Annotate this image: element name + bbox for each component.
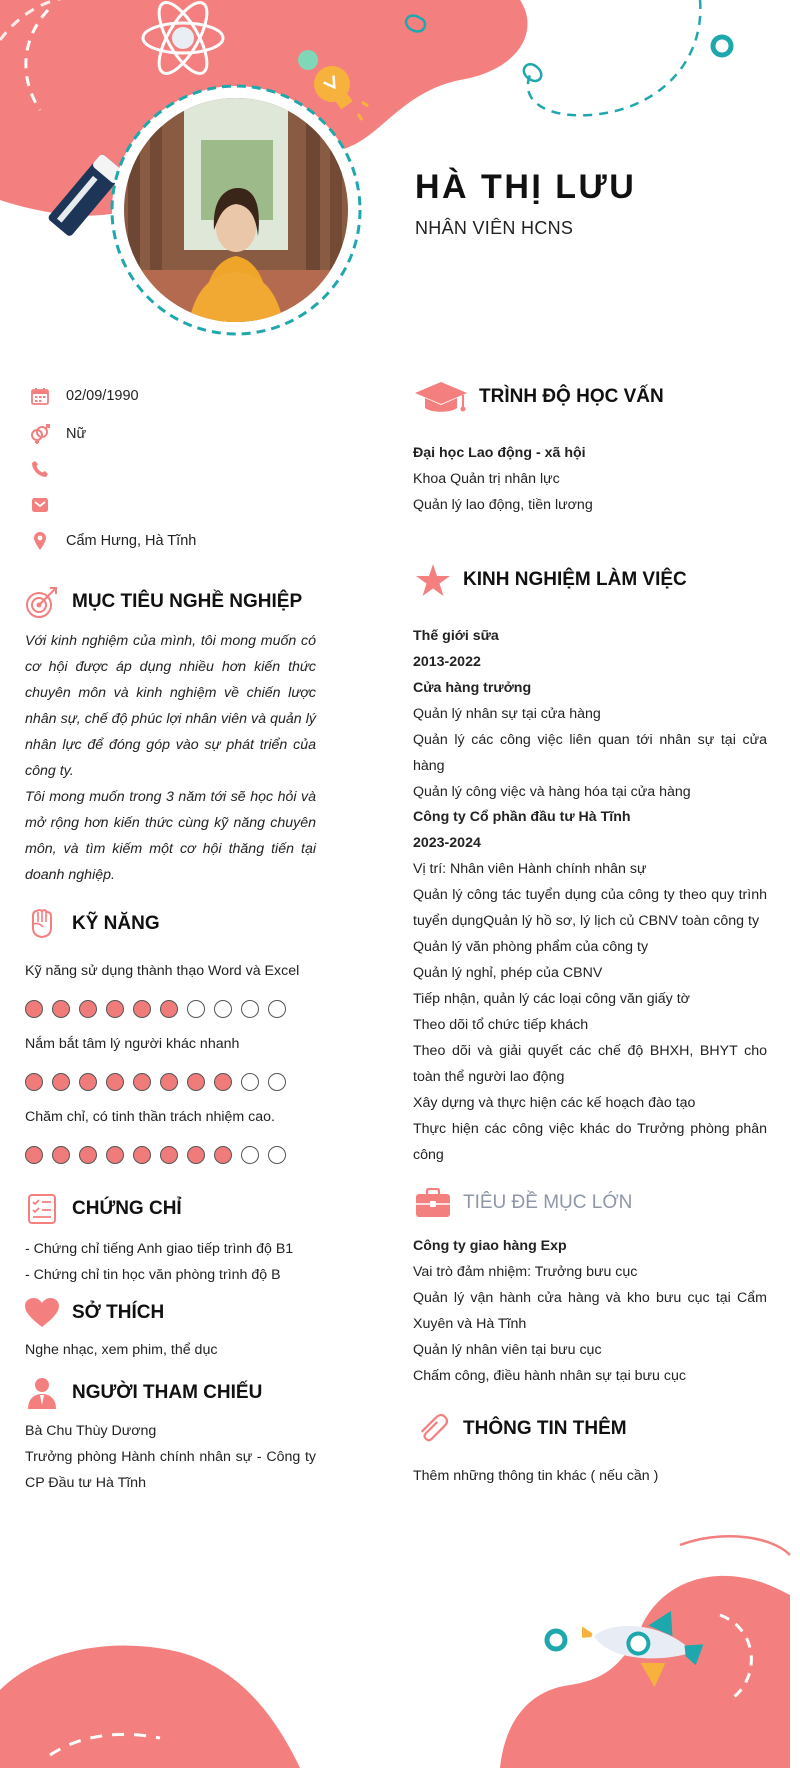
paperclip-icon [413,1412,453,1446]
references-heading [22,1376,262,1410]
skill-dot-filled [52,1073,70,1091]
extra-section-text [413,1233,767,1389]
skill-dot-empty [268,1000,286,1018]
gender-text: Nữ [66,426,87,442]
skill-dot-filled [160,1146,178,1164]
education-text [413,440,763,518]
skill-rating-3 [25,1146,286,1164]
header-curl-2 [524,64,541,81]
skill-dot-empty [241,1073,259,1091]
extra-line-4: Chấm công, điều hành nhân sự tại bưu cục [413,1368,686,1384]
certificate-item-1: - Chứng chỉ tiếng Anh giao tiếp trình độ B1 [25,1241,294,1257]
education-faculty: Khoa Quản trị nhân lực [413,471,560,487]
skill-dot-filled [25,1146,43,1164]
education-title: TRÌNH ĐỘ HỌC VẤN [479,386,664,407]
email-icon [28,493,52,517]
job-2-period: 2023-2024 [413,835,481,851]
education-heading [413,380,664,414]
gender-icon [28,422,52,446]
birthday-text: 02/09/1990 [66,388,139,404]
skill-dot-empty [241,1146,259,1164]
skill-dot-filled [79,1073,97,1091]
skill-dot-filled [133,1073,151,1091]
teal-ring [713,37,731,55]
certificate-item-2: - Chứng chỉ tin học văn phòng trình độ B [25,1267,281,1283]
skill-dot-filled [133,1000,151,1018]
job-1-line-3: Quản lý công việc và hàng hóa tại cửa hàng [413,784,691,800]
skill-dot-filled [160,1073,178,1091]
hobbies-heading [22,1296,164,1330]
header-dashed-line-right [528,0,701,115]
contact-address [28,528,196,554]
job-2-line-8: Xây dựng và thực hiện các kế hoạch đào tạo [413,1095,696,1111]
extra-company: Công ty giao hàng Exp [413,1238,567,1254]
atom-icon [138,0,228,80]
avatar [106,80,366,340]
contact-phone [28,456,66,482]
skill-dot-empty [241,1000,259,1018]
heart-icon [22,1296,62,1330]
fist-icon [22,907,62,941]
skill-dot-filled [214,1146,232,1164]
certificates-title: CHỨNG CHỈ [72,1198,182,1219]
job-2-company: Công ty Cổ phần đầu tư Hà Tĩnh [413,809,631,825]
skill-dot-filled [133,1146,151,1164]
job-2-line-5: Tiếp nhận, quản lý các loại công văn giấy tờ [413,991,690,1007]
objective-paragraph-2: Tôi mong muốn trong 3 năm tới sẽ học hỏi và mở rộng hơn kiến thức cùng kỹ năng chuyên môn, và tìm kiếm một cơ hội thăng tiến tại doanh nghiệp. [25,789,316,883]
job-1-period: 2013-2022 [413,654,481,670]
additional-title: THÔNG TIN THÊM [463,1418,627,1439]
references-text [25,1418,316,1496]
star-icon [413,563,453,597]
objective-heading [22,585,302,619]
skill-rating-2 [25,1073,286,1091]
contact-email [28,492,66,518]
additional-heading [413,1412,627,1446]
briefcase-icon [413,1186,453,1220]
objective-title: MỤC TIÊU NGHỀ NGHIỆP [72,591,303,612]
graduation-cap-icon [413,380,469,414]
skill-dot-empty [268,1073,286,1091]
job-1-line-1: Quản lý nhân sự tại cửa hàng [413,706,601,722]
education-major: Quản lý lao động, tiền lương [413,497,593,513]
references-title: NGƯỜI THAM CHIẾU [72,1382,263,1403]
skill-dot-filled [52,1000,70,1018]
footer-teal-ring [547,1631,565,1649]
extra-line-3: Quản lý nhân viên tại bưu cục [413,1342,602,1358]
certificates-list [25,1236,325,1288]
extra-section-heading [413,1186,632,1220]
skill-dot-filled [187,1073,205,1091]
rocket-icon [582,1600,712,1700]
job-1-role: Cửa hàng trưởng [413,680,532,696]
footer-blob-left [0,1646,300,1768]
reference-position: Trưởng phòng Hành chính nhân sự - Công ty CP Đầu tư Hà Tĩnh [25,1449,316,1491]
checklist-icon [22,1192,62,1226]
hobbies-text: Nghe nhạc, xem phim, thể dục [25,1342,218,1358]
skills-heading [22,907,160,941]
reference-name: Bà Chu Thùy Dương [25,1423,157,1439]
job-2-line-3: Quản lý văn phòng phẩm của công ty [413,939,649,955]
skill-dot-filled [160,1000,178,1018]
skill-rating-1 [25,1000,286,1018]
job-2-line-2: Quản lý công tác tuyển dụng của công ty theo quy trình tuyển dụngQuản lý hồ sơ, lý lịch củ CBNV toàn công ty [413,887,767,929]
hobbies-title: SỞ THÍCH [72,1302,165,1323]
extra-section-title: TIÊU ĐỀ MỤC LỚN [463,1192,633,1213]
location-icon [28,529,52,553]
skill-label-3: Chăm chỉ, có tinh thần trách nhiệm cao. [25,1109,275,1125]
skills-title: KỸ NĂNG [72,913,160,934]
skill-dot-filled [106,1000,124,1018]
skill-dot-filled [106,1073,124,1091]
target-icon [22,585,62,619]
skill-dot-empty [268,1146,286,1164]
skill-dot-filled [79,1146,97,1164]
skill-dot-filled [214,1073,232,1091]
skill-dot-empty [214,1000,232,1018]
skill-dot-filled [52,1146,70,1164]
skill-label-1: Kỹ năng sử dụng thành thạo Word và Excel [25,963,300,979]
calendar-icon [28,384,52,408]
experience-job-2 [413,804,767,1168]
job-2-line-4: Quản lý nghỉ, phép của CBNV [413,965,603,981]
skill-dot-filled [79,1000,97,1018]
skill-dot-filled [187,1146,205,1164]
skill-label-2: Nắm bắt tâm lý người khác nhanh [25,1036,240,1052]
experience-job-1 [413,623,767,805]
additional-text: Thêm những thông tin khác ( nếu cần ) [413,1468,659,1484]
job-2-line-9: Thực hiện các công việc khác do Trưởng phòng phân công [413,1121,767,1163]
skill-dot-filled [106,1146,124,1164]
job-2-line-6: Theo dõi tổ chức tiếp khách [413,1017,589,1033]
objective-paragraph-1: Với kinh nghiệm của mình, tôi mong muốn có cơ hội được áp dụng nhiều hơn kiến thức chuyên môn và kinh nghiệm về chiến lược nhân sự, chế độ phúc lợi nhân viên và quản lý nhân lực để đóng góp vào sự phát triển của công ty. [25,633,316,779]
job-1-line-2: Quản lý các công việc liên quan tới nhân sự tại cửa hàng [413,732,767,774]
job-1-company: Thế giới sữa [413,628,499,644]
skill-dot-empty [187,1000,205,1018]
certificates-heading [22,1192,182,1226]
contact-birthday [28,383,139,409]
experience-heading [413,563,687,597]
objective-text [25,628,316,888]
extra-line-2: Quản lý vận hành cửa hàng và kho bưu cục tại Cẩm Xuyên và Hà Tĩnh [413,1290,767,1332]
skill-dot-filled [25,1073,43,1091]
address-text: Cẩm Hưng, Hà Tĩnh [66,533,197,549]
candidate-name: HÀ THỊ LƯU [415,168,637,206]
education-school: Đại học Lao động - xã hội [413,445,586,461]
job-title: NHÂN VIÊN HCNS [415,218,574,238]
job-2-line-7: Theo dõi và giải quyết các chế độ BHXH, BHYT cho toàn thể người lao động [413,1043,767,1085]
extra-line-1: Vai trò đảm nhiệm: Trưởng bưu cục [413,1264,638,1280]
skill-dot-filled [25,1000,43,1018]
footer-arc-right [680,1536,790,1555]
experience-title: KINH NGHIỆM LÀM VIỆC [463,569,687,590]
person-icon [22,1376,62,1410]
phone-icon [28,457,52,481]
job-2-line-1: Vị trí: Nhân viên Hành chính nhân sự [413,861,647,877]
contact-gender [28,421,86,447]
